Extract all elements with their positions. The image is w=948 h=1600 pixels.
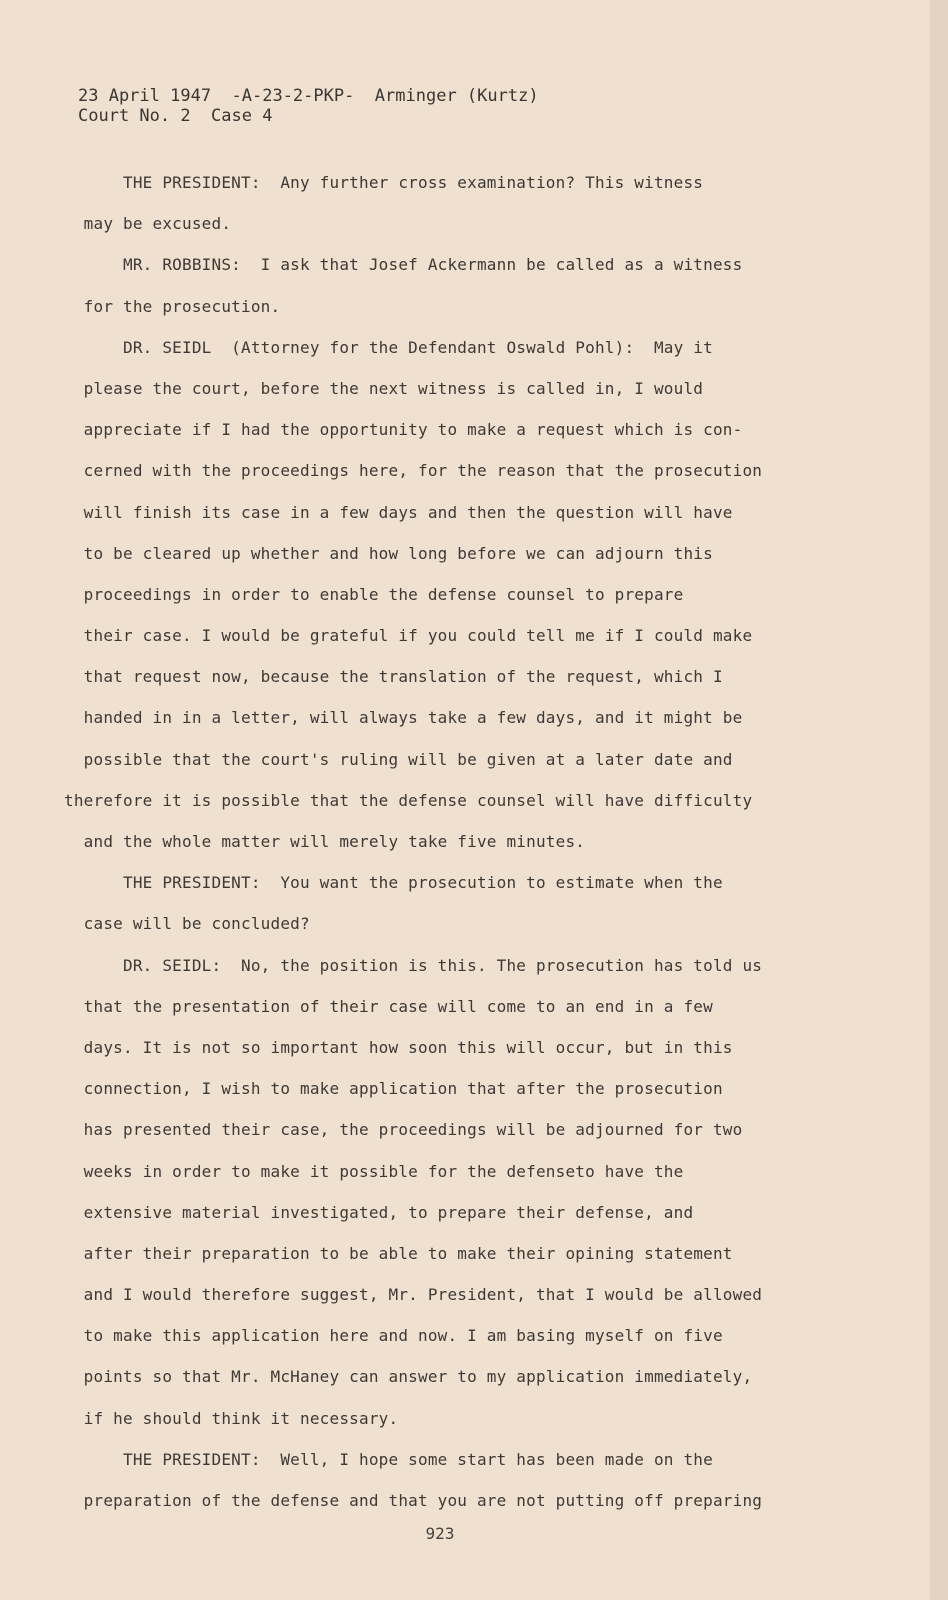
transcript-line: cerned with the proceedings here, for the reason that the prosecution (64, 461, 763, 481)
transcript-line: that request now, because the translation of the request, which I (64, 667, 723, 687)
transcript-line: therefore it is possible that the defense counsel will have difficulty (64, 790, 753, 810)
transcript-line: for the prosecution. (64, 296, 281, 316)
transcript-body (64, 162, 804, 1521)
transcript-line: and the whole matter will merely take five minutes. (64, 832, 586, 851)
transcript-line: to make this application here and now. I am basing myself on five (64, 1326, 723, 1346)
transcript-line: case will be concluded? (64, 914, 310, 934)
transcript-line: days. It is not so important how soon this will occur, but in this (64, 1037, 733, 1057)
transcript-line: appreciate if I had the opportunity to make a request which is con- (64, 420, 743, 440)
transcript-line: preparation of the defense and that you are not putting off preparing (64, 1491, 763, 1510)
transcript-line: weeks in order to make it possible for the defenseto have the (64, 1161, 684, 1181)
transcript-line: extensive material investigated, to prepare their defense, and (64, 1202, 694, 1222)
transcript-line: to be cleared up whether and how long before we can adjourn this (64, 543, 713, 563)
transcript-line: possible that the court's ruling will be given at a later date and (64, 749, 733, 769)
transcript-line: connection, I wish to make application that after the prosecution (64, 1079, 723, 1099)
transcript-line: points so that Mr. McHaney can answer to my application immediately, (64, 1367, 753, 1387)
transcript-line: THE PRESIDENT: Well, I hope some start has been made on the (64, 1449, 713, 1469)
transcript-line: that the presentation of their case will come to an end in a few (64, 996, 713, 1016)
transcript-line: may be excused. (64, 214, 232, 234)
transcript-line: if he should think it necessary. (64, 1408, 399, 1428)
transcript-line: please the court, before the next witness is called in, I would (64, 378, 704, 398)
transcript-line: DR. SEIDL (Attorney for the Defendant Oswald Pohl): May it (64, 337, 713, 357)
header-line-court-case: Court No. 2 Case 4 (78, 106, 273, 126)
header-line-date-reference: 23 April 1947 -A-23-2-PKP- Arminger (Kurtz) (78, 86, 539, 106)
transcript-line: DR. SEIDL: No, the position is this. The prosecution has told us (64, 955, 763, 975)
document-header (78, 86, 539, 126)
transcript-line: has presented their case, the proceedings will be adjourned for two (64, 1120, 743, 1140)
transcript-line: THE PRESIDENT: Any further cross examination? This witness (64, 173, 704, 192)
transcript-line: after their preparation to be able to make their opining statement (64, 1243, 733, 1263)
transcript-line: will finish its case in a few days and then the question will have (64, 502, 733, 522)
transcript-line: handed in in a letter, will always take a few days, and it might be (64, 708, 743, 728)
transcript-line: MR. ROBBINS: I ask that Josef Ackermann be called as a witness (64, 255, 743, 275)
transcript-line: their case. I would be grateful if you could tell me if I could make (64, 626, 753, 646)
transcript-line: proceedings in order to enable the defense counsel to prepare (64, 584, 684, 604)
transcript-line: THE PRESIDENT: You want the prosecution to estimate when the (64, 873, 723, 893)
page-number: 923 (425, 1524, 455, 1543)
transcript-line: and I would therefore suggest, Mr. President, that I would be allowed (64, 1285, 763, 1305)
